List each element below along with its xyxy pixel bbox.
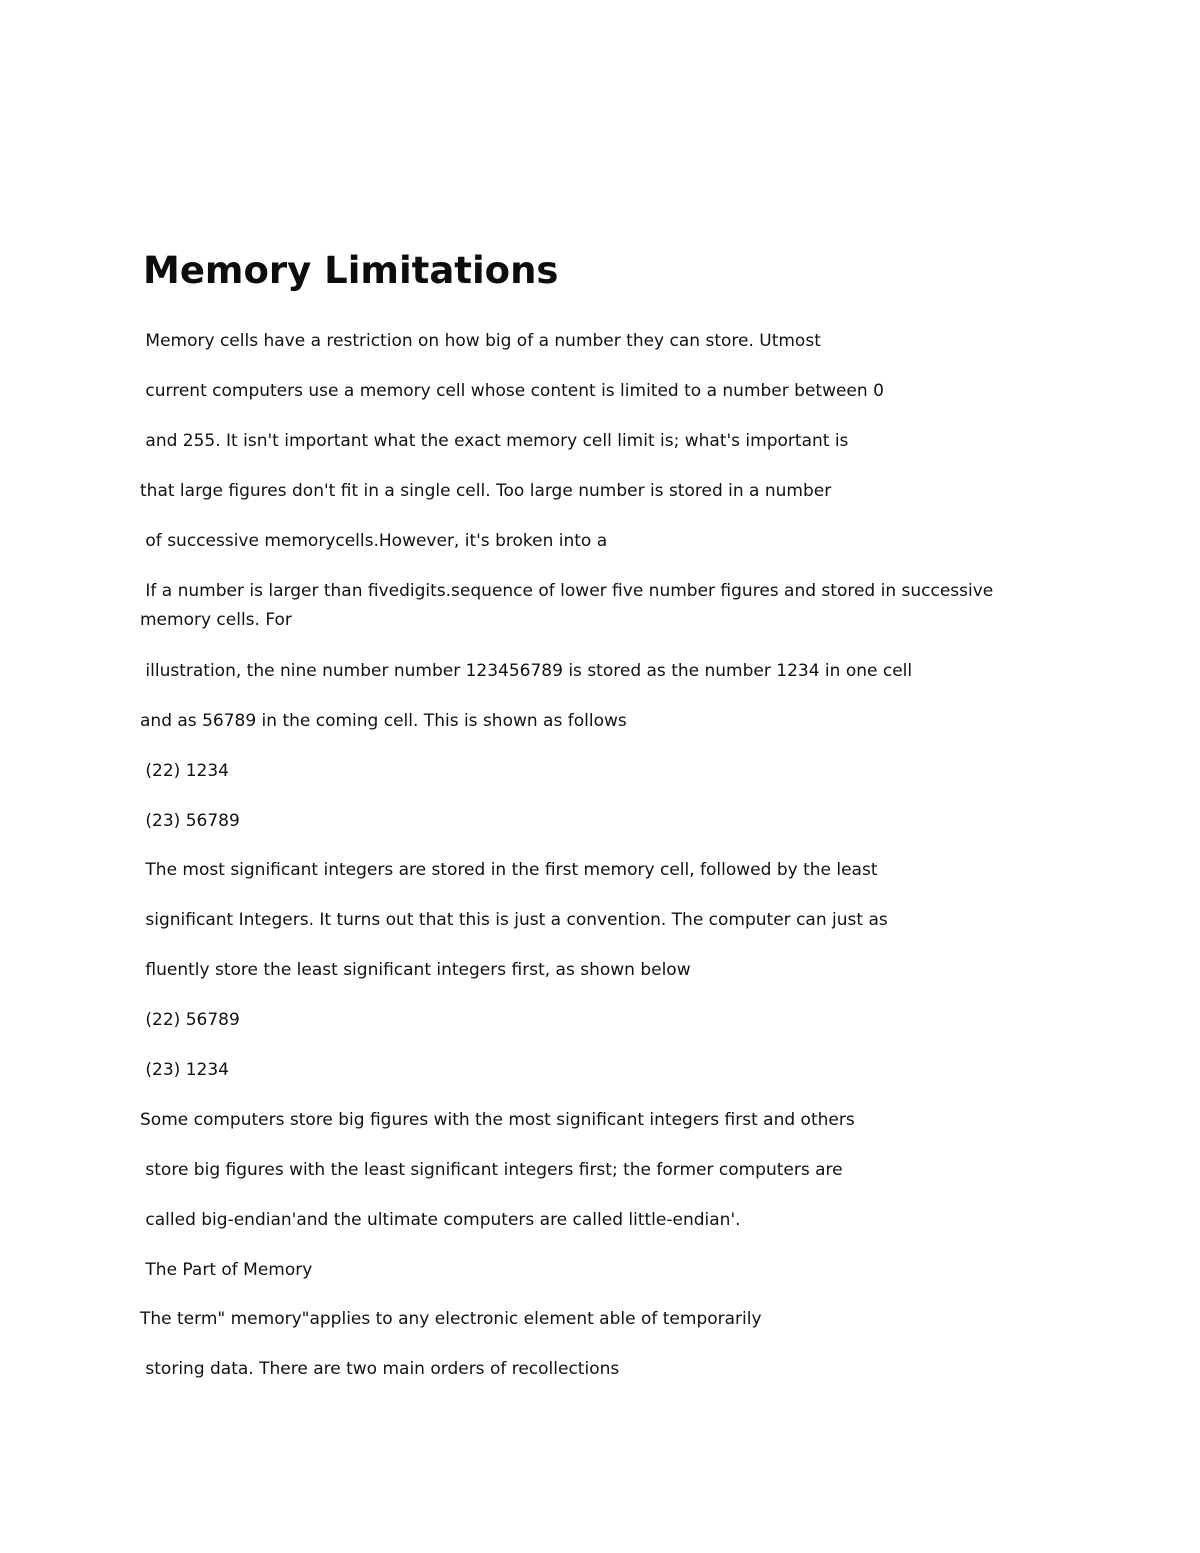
paragraph-line: of successive memorycells.However, it's broken into a	[140, 531, 608, 551]
paragraph-line: fluently store the least significant integers first, as shown below	[140, 960, 691, 980]
memory-cell-entry: (23) 1234	[140, 1060, 229, 1080]
memory-cell-entry: (22) 1234	[140, 761, 229, 781]
memory-cell-entry: (23) 56789	[140, 811, 240, 831]
paragraph-line: illustration, the nine number number 123456789 is stored as the number 1234 in one cell	[140, 661, 913, 681]
paragraph-line: significant Integers. It turns out that this is just a convention. The computer can just as	[140, 910, 888, 930]
paragraph-line: that large figures don't fit in a single cell. Too large number is stored in a number	[140, 481, 832, 501]
paragraph-line: and 255. It isn't important what the exact memory cell limit is; what's important is	[140, 431, 849, 451]
paragraph-line: storing data. There are two main orders of recollections	[140, 1359, 620, 1379]
section-heading: The Part of Memory	[140, 1260, 313, 1280]
paragraph-line: The most significant integers are stored in the first memory cell, followed by the least	[140, 860, 878, 880]
paragraph-line: Memory cells have a restriction on how big of a number they can store. Utmost	[140, 331, 821, 351]
paragraph-line: current computers use a memory cell whose content is limited to a number between 0	[140, 381, 884, 401]
paragraph-line: store big figures with the least significant integers first; the former computers are	[140, 1160, 843, 1180]
paragraph-line: The term" memory"applies to any electronic element able of temporarily	[140, 1309, 762, 1329]
paragraph-line: Some computers store big figures with the most significant integers first and others	[140, 1110, 855, 1130]
memory-cell-entry: (22) 56789	[140, 1010, 240, 1030]
document-title: Memory Limitations	[143, 249, 559, 292]
paragraph-line: called big-endian'and the ultimate computers are called little-endian'.	[140, 1210, 741, 1230]
paragraph-line: If a number is larger than fivedigits.sequence of lower five number figures and stored in successive memory cells. For	[140, 581, 999, 630]
paragraph-line: and as 56789 in the coming cell. This is shown as follows	[140, 711, 627, 731]
